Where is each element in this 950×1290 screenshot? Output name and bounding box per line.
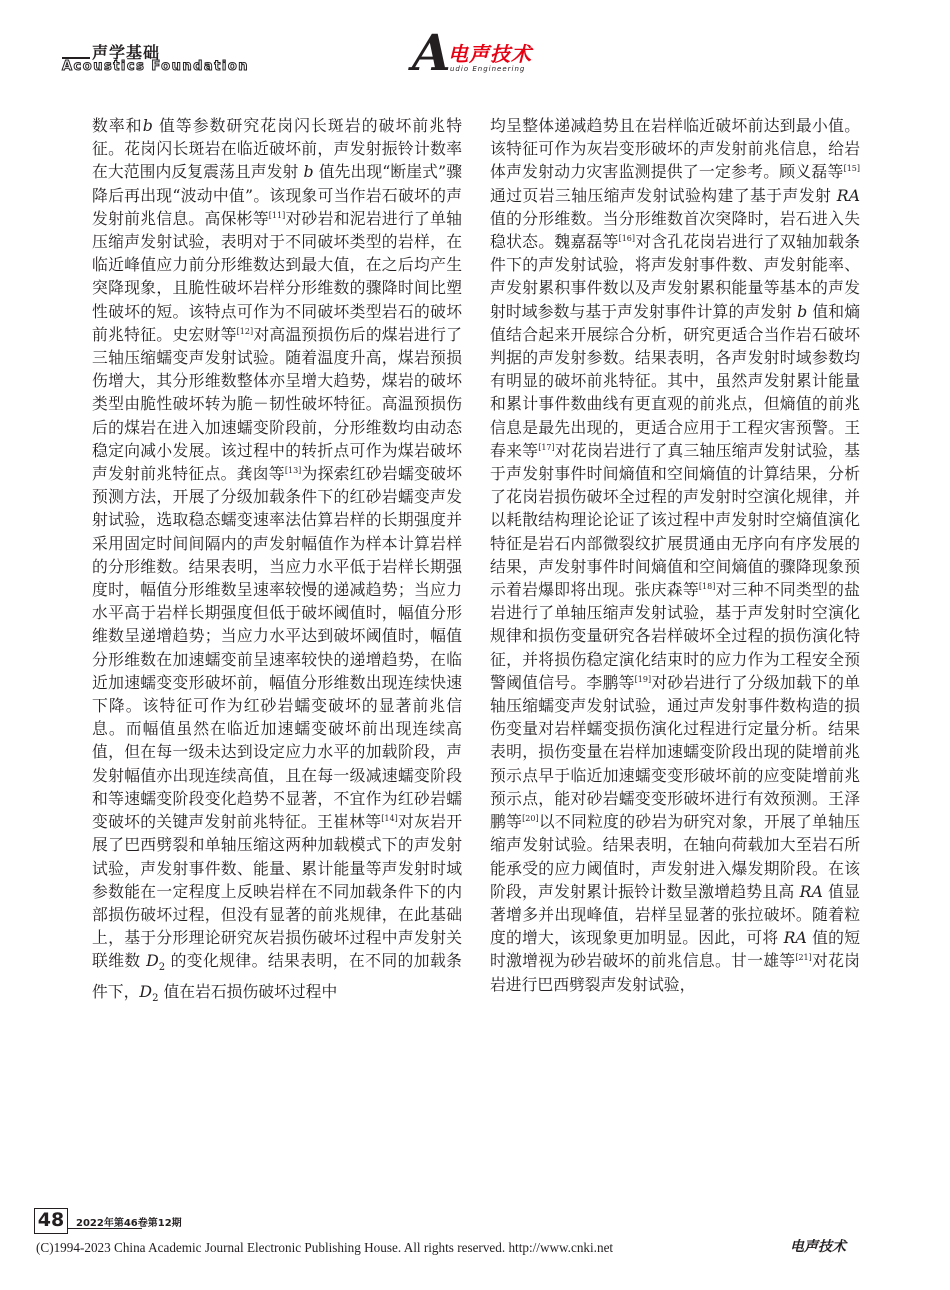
citation-ref: [13]: [284, 466, 302, 476]
body-text: 对花岗岩进行巴西劈裂声发射试验，: [490, 951, 860, 994]
math-subscript: 2: [152, 992, 159, 1004]
math-symbol: D: [139, 981, 153, 1001]
journal-logo-subtitle: udio Engineering: [450, 65, 526, 73]
body-text: 值先出现“断崖式”骤降后再出现“波动中值”。该现象可当作岩石破坏的声发射前兆信息。高保彬等: [92, 162, 462, 228]
left-column: [92, 114, 462, 1010]
body-text: 以不同粒度的砂岩为研究对象，开展了单轴压缩声发射试验。结果表明，在轴向荷载加大至岩石所能承受的应力阈值时，声发射进入爆发期阶段。在该阶段，声发射累计振铃计数呈激增趋势且高: [490, 812, 860, 901]
body-text: 均呈整体递减趋势且在岩样临近破坏前达到最小值。该特征可作为灰岩变形破坏的声发射前兆信息，给岩体声发射动力灾害监测提供了一定参考。顾义磊等: [490, 116, 860, 182]
citation-ref: [20]: [522, 814, 539, 824]
page-number: 48: [34, 1208, 68, 1234]
citation-ref: [21]: [795, 953, 812, 963]
math-symbol: b: [142, 116, 153, 135]
left-column-text: [92, 114, 462, 1010]
citation-ref: [16]: [618, 234, 635, 244]
math-symbol: D: [146, 951, 159, 971]
journal-logo-title: 电声技术: [448, 42, 532, 66]
body-text: 对砂岩和泥岩进行了单轴压缩声发射试验，表明对于不同破坏类型的岩样，在临近峰值应力前分形维数达到最大值，在之后均产生突降现象，且脆性破坏岩样分形维数的骤降时间比塑性破坏的短。该特点可作为不同破坏类型岩石的破坏前兆特征。史宏财等: [92, 208, 462, 344]
body-text: 数率和: [92, 116, 143, 135]
citation-ref: [15]: [843, 164, 860, 174]
footer-brand: 电声技术: [790, 1239, 846, 1255]
body-text: 值显著增多并出现峰值，岩样呈显著的张拉破坏。随着粒度的增大，该现象更加明显。因此，可将: [490, 881, 860, 948]
citation-ref: [17]: [538, 442, 555, 452]
body-text: 为探索红砂岩蠕变破坏预测方法，开展了分级加载条件下的红砂岩蠕变声发射试验，选取稳态蠕变速率法估算岩样的长期强度并采用固定时间间隔内的声发射幅值作为样本计算岩样的分形维数。结果表明，当应力水平低于岩样长期强度时，幅值分形维数呈速率较慢的递减趋势；当应力水平高于岩样长期强度但低于破坏阈值时，幅值分形维数呈递增趋势；当应力水平达到破坏阈值时，幅值分形维数在加速蠕变前呈速率较快的递增趋势，在临近加速蠕变变形破坏前，幅值分形维数出现连续快速下降。该特征可作为红砂岩蠕变破坏的显著前兆信息。而幅值虽然在临近加速蠕变破坏前出现连续高值，但在每一级未达到设定应力水平的加载阶段，声发射幅值亦出现连续高值，且在每一级减速蠕变阶段和等速蠕变阶段变化趋势不显著，不宜作为红砂岩蠕变破坏的关键声发射前兆特征。王崔林等: [92, 464, 462, 832]
body-text: 值等参数研究花岗闪长斑岩的破坏前兆特征。花岗闪长斑岩在临近破坏前，声发射振铃计数率在大范围内反复震荡且声发射: [92, 116, 462, 182]
body-text: 值和熵值结合起来开展综合分析，研究更适合当作岩石破坏判据的声发射参数。结果表明，各声发射时域参数均有明显的破坏前兆特征。其中，虽然声发射累计能量和累计事件数曲线有更直观的前兆点，但熵值的前兆信息是最先出现的，更适合应用于工程灾害预警。王春来等: [490, 301, 860, 460]
body-text: 对砂岩进行了分级加载下的单轴压缩蠕变声发射试验，通过声发射事件数构造的损伤变量对岩样蠕变损伤演化过程进行定量分析。结果表明，损伤变量在岩样加速蠕变阶段出现的陡增前兆预示点早于临近加速蠕变变形破坏前的应变陡增前兆预示点，能对砂岩蠕变变形破坏进行有效预测。王泽鹏等: [490, 672, 860, 832]
body-text: 对灰岩开展了巴西劈裂和单轴压缩这两种加载模式下的声发射试验，声发射事件数、能量、累计能量等声发射时域参数能在一定程度上反映岩样在不同加载条件下的内部损伤破坏过程，但没有显著的前兆规律，在此基础上，基于分形理论研究灰岩损伤破坏过程中声发射关联维数: [92, 812, 462, 971]
body-text: 值的短时激增视为砂岩破坏的前兆信息。甘一雄等: [490, 928, 860, 971]
copyright-notice: (C)1994-2023 China Academic Journal Electronic Publishing House. All rights reserved. http://www.cnki.net: [36, 1240, 614, 1255]
math-subscript: 2: [158, 962, 166, 974]
issue-info: 2022年第46卷第12期: [76, 1218, 182, 1229]
body-text: 对含孔花岗岩进行了双轴加载条件下的声发射试验，将声发射事件数、声发射能率、声发射累积事件数以及声发射累积能量等基本的声发射时域参数与基于声发射事件计算的声发射: [490, 232, 860, 321]
math-symbol: RA: [799, 881, 823, 901]
citation-ref: [14]: [381, 814, 398, 824]
right-column-text: [490, 114, 860, 996]
body-text: 值的分形维数。当分形维数首次突降时，岩石进入失稳状态。魏嘉磊等: [490, 208, 860, 252]
math-symbol: RA: [783, 928, 807, 948]
body-text: 通过页岩三轴压缩声发射试验构建了基于声发射: [490, 185, 837, 205]
citation-ref: [19]: [634, 674, 652, 684]
math-symbol: RA: [836, 185, 860, 205]
body-text: 对三种不同类型的盐岩进行了单轴压缩声发射试验，基于声发射时空演化规律和损伤变量研究各岩样破坏全过程的损伤演化特征，并将损伤稳定演化结束时的应力作为工程安全预警阈值信号。李鹏等: [490, 580, 860, 692]
section-title-cn: 声学基础: [92, 43, 161, 62]
right-column: [490, 114, 860, 996]
page-header: [0, 0, 950, 80]
body-text: 值在岩石损伤破坏过程中: [158, 981, 338, 1001]
citation-ref: [11]: [268, 210, 286, 220]
math-symbol: b: [797, 301, 808, 321]
section-title-en: Acoustics Foundation: [62, 59, 250, 74]
math-symbol: b: [303, 162, 314, 182]
body-text: 对高温预损伤后的煤岩进行了三轴压缩蠕变声发射试验。随着温度升高，煤岩预损伤增大，其分形维数整体亦呈增大趋势，煤岩的破坏类型由脆性破坏转为脆－韧性破坏特征。高温预损伤后的煤岩在进入加速蠕变阶段前，分形维数均由动态稳定向减小发展。该过程中的转折点可作为煤岩破坏声发射前兆特征点。龚囱等: [92, 324, 462, 484]
journal-logo-letter: A: [412, 23, 451, 82]
body-text: 对花岗岩进行了真三轴压缩声发射试验，基于声发射事件时间熵值和空间熵值的计算结果，分析了花岗岩损伤破坏全过程的声发射时空演化规律，并以耗散结构理论论证了该过程中声发射时空熵值演化特征是岩石内部微裂纹扩展贯通由无序向有序发展的结果，声发射事件时间熵值和空间熵值的骤降现象预示着岩爆即将出现。张庆森等: [490, 440, 860, 600]
citation-ref: [12]: [236, 326, 254, 336]
citation-ref: [18]: [698, 582, 716, 592]
body-text: 的变化规律。结果表明，在不同的加载条件下，: [92, 951, 462, 1001]
